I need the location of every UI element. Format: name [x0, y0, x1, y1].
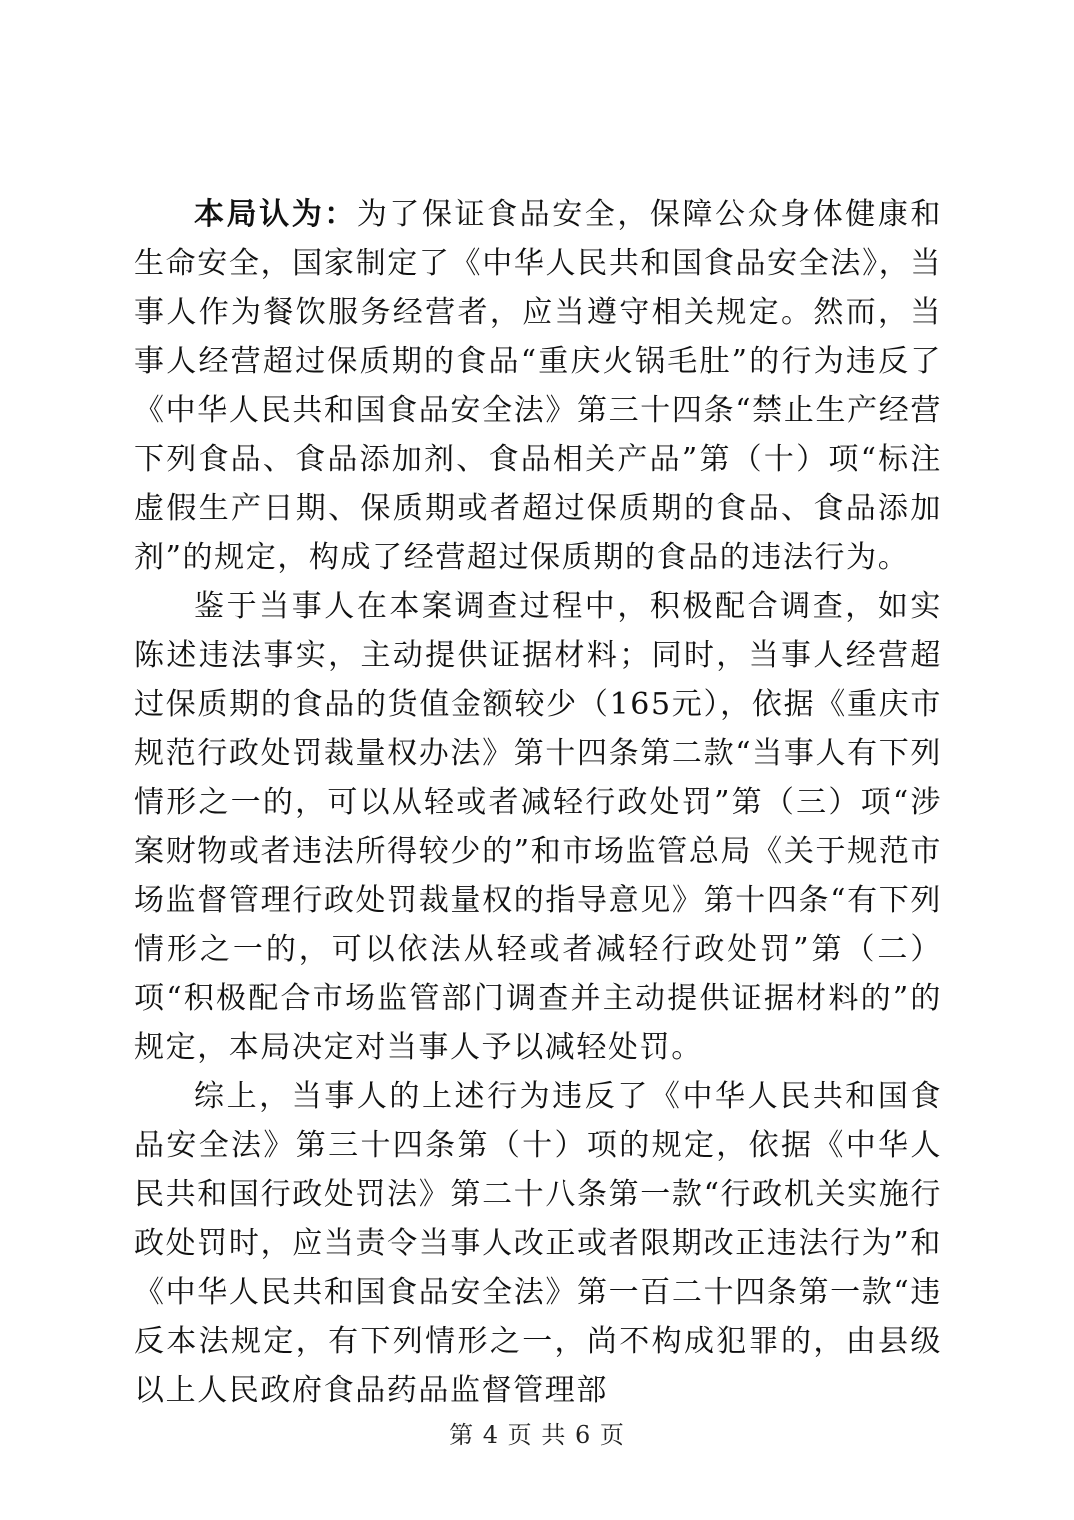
paragraph-conclusion-text: 综上，当事人的上述行为违反了《中华人民共和国食品安全法》第三十四条第（十）项的规定，依据《中华人民共和国行政处罚法》第二十八条第一款“行政机关实施行政处罚时，应当责令当事人改正或者限期改正违法行为”和《中华人民共和国食品安全法》第一百二十四条第一款“违反本法规定，有下列情形之一，尚不构成犯罪的，由县级以上人民政府食品药品监督管理部: [134, 1079, 942, 1408]
document-body: [134, 190, 942, 1415]
page-current: 4: [482, 1421, 500, 1449]
page-suffix: 页: [599, 1421, 625, 1449]
page-mid: 页: [507, 1421, 533, 1449]
page-number-footer: [0, 1419, 1074, 1451]
page-prefix: 第: [449, 1421, 475, 1449]
paragraph-opinion: [134, 190, 942, 582]
paragraph-lead-label: 本局认为：: [194, 197, 357, 232]
paragraph-opinion-text: 为了保证食品安全，保障公众身体健康和生命安全，国家制定了《中华人民共和国食品安全法》，当事人作为餐饮服务经营者，应当遵守相关规定。然而，当事人经营超过保质期的食品“重庆火锅毛肚”的行为违反了《中华人民共和国食品安全法》第三十四条“禁止生产经营下列食品、食品添加剂、食品相关产品”第（十）项“标注虚假生产日期、保质期或者超过保质期的食品、食品添加剂”的规定，构成了经营超过保质期的食品的违法行为。: [134, 197, 942, 575]
paragraph-mitigation-text: 鉴于当事人在本案调查过程中，积极配合调查，如实陈述违法事实，主动提供证据材料；同时，当事人经营超过保质期的食品的货值金额较少（165元），依据《重庆市规范行政处罚裁量权办法》第十四条第二款“当事人有下列情形之一的，可以从轻或者减轻行政处罚”第（三）项“涉案财物或者违法所得较少的”和市场监管总局《关于规范市场监督管理行政处罚裁量权的指导意见》第十四条“有下列情形之一的，可以依法从轻或者减轻行政处罚”第（二）项“积极配合市场监管部门调查并主动提供证据材料的”的规定，本局决定对当事人予以减轻处罚。: [134, 589, 942, 1065]
paragraph-conclusion: [134, 1072, 942, 1415]
paragraph-mitigation: [134, 582, 942, 1072]
page-total-prefix: 共: [541, 1421, 567, 1449]
page-total: 6: [574, 1421, 592, 1449]
